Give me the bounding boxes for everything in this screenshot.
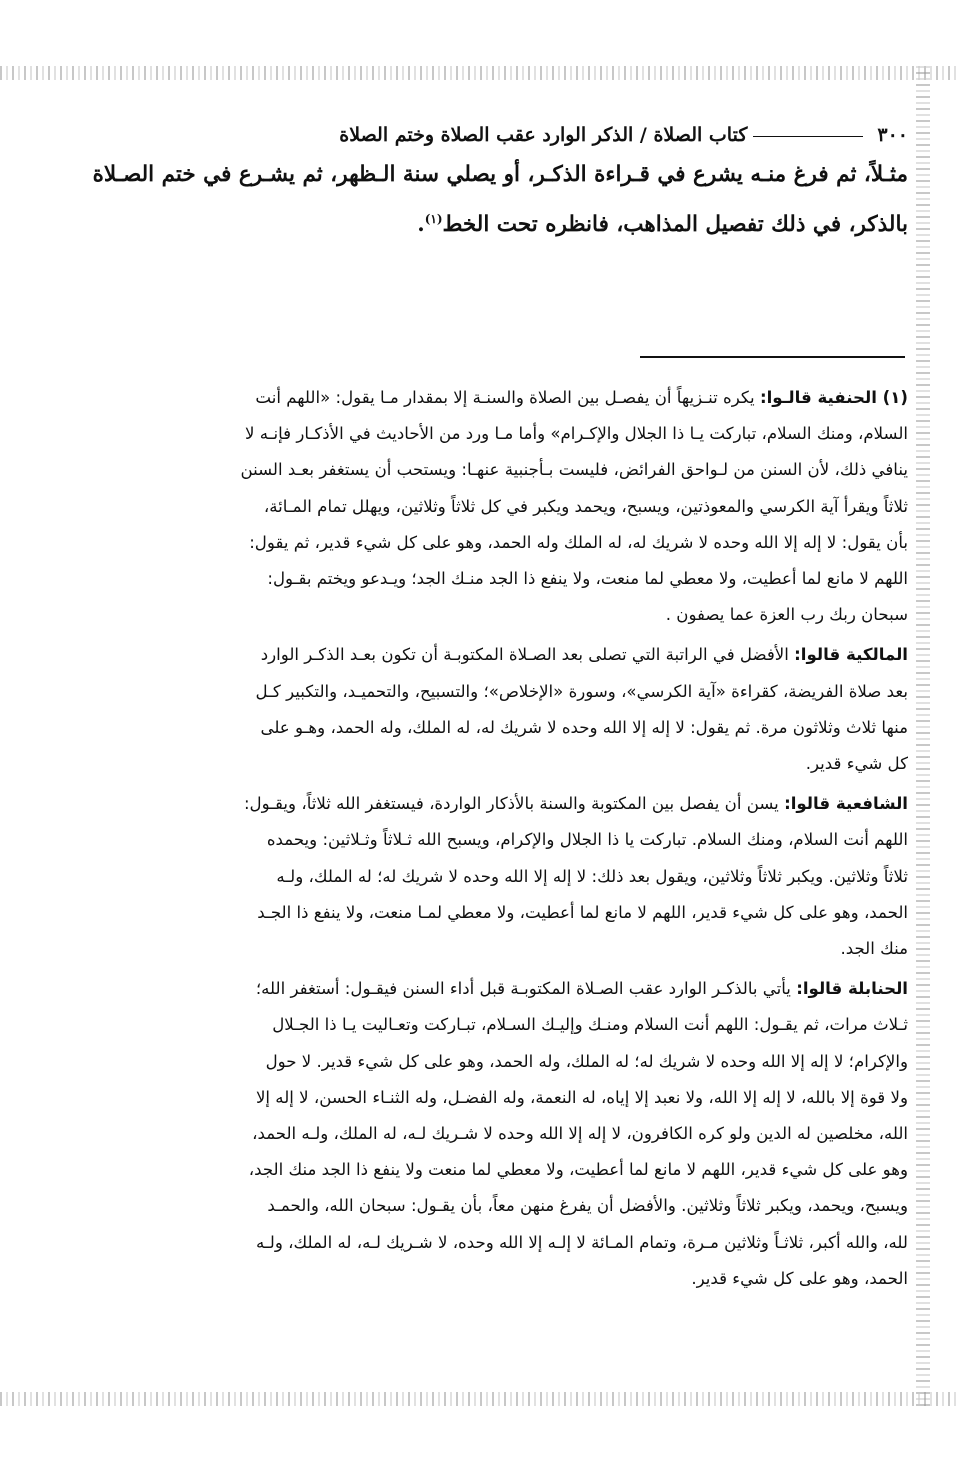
footnote-hanbali: الحنابلة قالوا: يأتي بالذكـر الوارد عقب الصـلاة المكتوبـة قبل أداء السنن فيقـول: أستغفر الله؛ ثـلاث مرات، ثم يقـول: اللهم أنت السلام ومنـك وإليـك السـلام، تبـاركت وتعـاليت يـا ذا الجـلال والإكرام؛ لا إله إلا الله وحده لا شريك له؛ له الملك، وله الحمد، وهو على كل شيء قدير. لا حول ولا قوة إلا بالله، لا إله إلا الله، ولا نعبد إلا إياه، له النعمة، وله الفضـل، وله الثنـاء الحسن، لا إله إلا الله، مخلصين له الدين ولو كره الكافرون، لا إله إلا الله وحده لا شـريك لـه، له الملك، ولـه الحمد، وهو على كل شيء قدير، اللهم لا مانع لما أعطيت، ولا معطي لما منعت ولا ينفع ذا الجد منك الجد، ويسبح، ويحمد، ويكبر ثلاثاً وثلاثين. والأفضل أن يفرغ منهن معاً، بأن يقـول: سبحان الله، والحمـد لله، والله أكبر، ثلاثـاً وثلاثين مـرة، وتمام المـائة لا إلـه إلا الله وحده، لا شـريك لـه، له الملك، ولـه الحمد، وهو على كل شيء قدير. <box>248 979 908 1288</box>
footnote-separator <box>640 356 905 358</box>
school-heading-maliki: المالكية قالوا: <box>794 645 908 665</box>
footnote-maliki: المالكية قالوا: الأفضل في الراتبة التي تصلى بعد الصـلاة المكتوبـة أن تكون بعـد الذكـر الوارد بعد صلاة الفريضة، كقراءة «آية الكرسي»، وسورة «الإخلاص»؛ والتسبيح، والتحميـد، والتكبير كـل منها ثلاث وثلاثون مرة. ثم يقول: لا إله إلا الله وحده لا شريك له، له الملك، وله الحمد، وهـو على كل شيء قدير. <box>255 645 908 774</box>
main-text <box>62 152 908 247</box>
decorative-border-bottom <box>0 1392 956 1406</box>
main-text-line: بالذكر، في ذلك تفصيل المذاهب، فانظره تحت الخط$^{(١)}$. <box>417 212 908 238</box>
decorative-border-top <box>0 66 956 80</box>
decorative-border-right <box>916 66 930 1406</box>
footnote-reference[interactable]: (١) <box>424 212 443 226</box>
school-heading-shafii: الشافعية قالوا: <box>784 794 908 814</box>
header-rule <box>753 136 863 137</box>
footnote-shafii: الشافعية قالوا: يسن أن يفصل بين المكتوبة والسنة بالأذكار الواردة، فيستغفر الله ثلاثاً، ويقـول: اللهم أنت السلام، ومنك السلام. تباركت يا ذا الجلال والإكرام، ويسبح الله ثـلاثاً وثـلاثين: ويحمده ثلاثاً وثلاثين. ويكبر ثلاثاً وثلاثين، ويقول بعد ذلك: لا إله إلا الله وحده لا شريك له؛ له الملك، ولـه الحمد، وهو على كل شيء قدير، اللهم لا مانع لما أعطيت، ولا معطي لمـا منعت، ولا ينفع ذا الجـد منك الجد. <box>243 794 908 959</box>
page-number: ٣٠٠ <box>877 124 908 146</box>
footnote-hanafi: (١) الحنفية قالـوا: يكره تنـزيهاً أن يفصـل بين الصلاة والسنـة إلا بمقدار مـا يقول: «اللهم أنت السلام، ومنك السلام، تباركت يـا ذا الجلال والإكـرام» وأما مـا ورد من الأحاديث في الأذكـار فإنـه لا ينافي ذلك، لأن السنن من لـواحق الفرائض، فليست بـأجنبية عنهـا: ويستحب أن يستغفر بعـد السنن ثلاثاً ويقرأ آية الكرسي والمعوذتين، ويسبح، ويحمد ويكبر في كل ثلاثاً وثلاثين، ويهلل تمام المـائة، بأن يقول: لا إله إلا الله وحده لا شريك له، له الملك وله الحمد، وهو على كل شيء قدير، ثم يقول: اللهم لا مانع لما أعطيت، ولا معطي لما منعت، ولا ينفع ذا الجد منـك الجد؛ ويـدعو ويختم بقـول: سبحان ربك رب العزة عما يصفون . <box>240 388 908 625</box>
main-text-line: مثـلاً، ثم فرغ منـه يشرع في قـراءة الذكـر، أو يصلي سنة الـظهر، ثم يشـرع في ختم الصـلاة <box>92 162 908 187</box>
running-title: كتاب الصلاة / الذكر الوارد عقب الصلاة وختم الصلاة <box>339 124 748 146</box>
footnotes <box>62 380 908 1301</box>
school-heading-hanafi: (١) الحنفية قالـوا: <box>759 388 908 407</box>
school-heading-hanbali: الحنابلة قالوا: <box>796 979 908 999</box>
running-header <box>70 112 908 146</box>
